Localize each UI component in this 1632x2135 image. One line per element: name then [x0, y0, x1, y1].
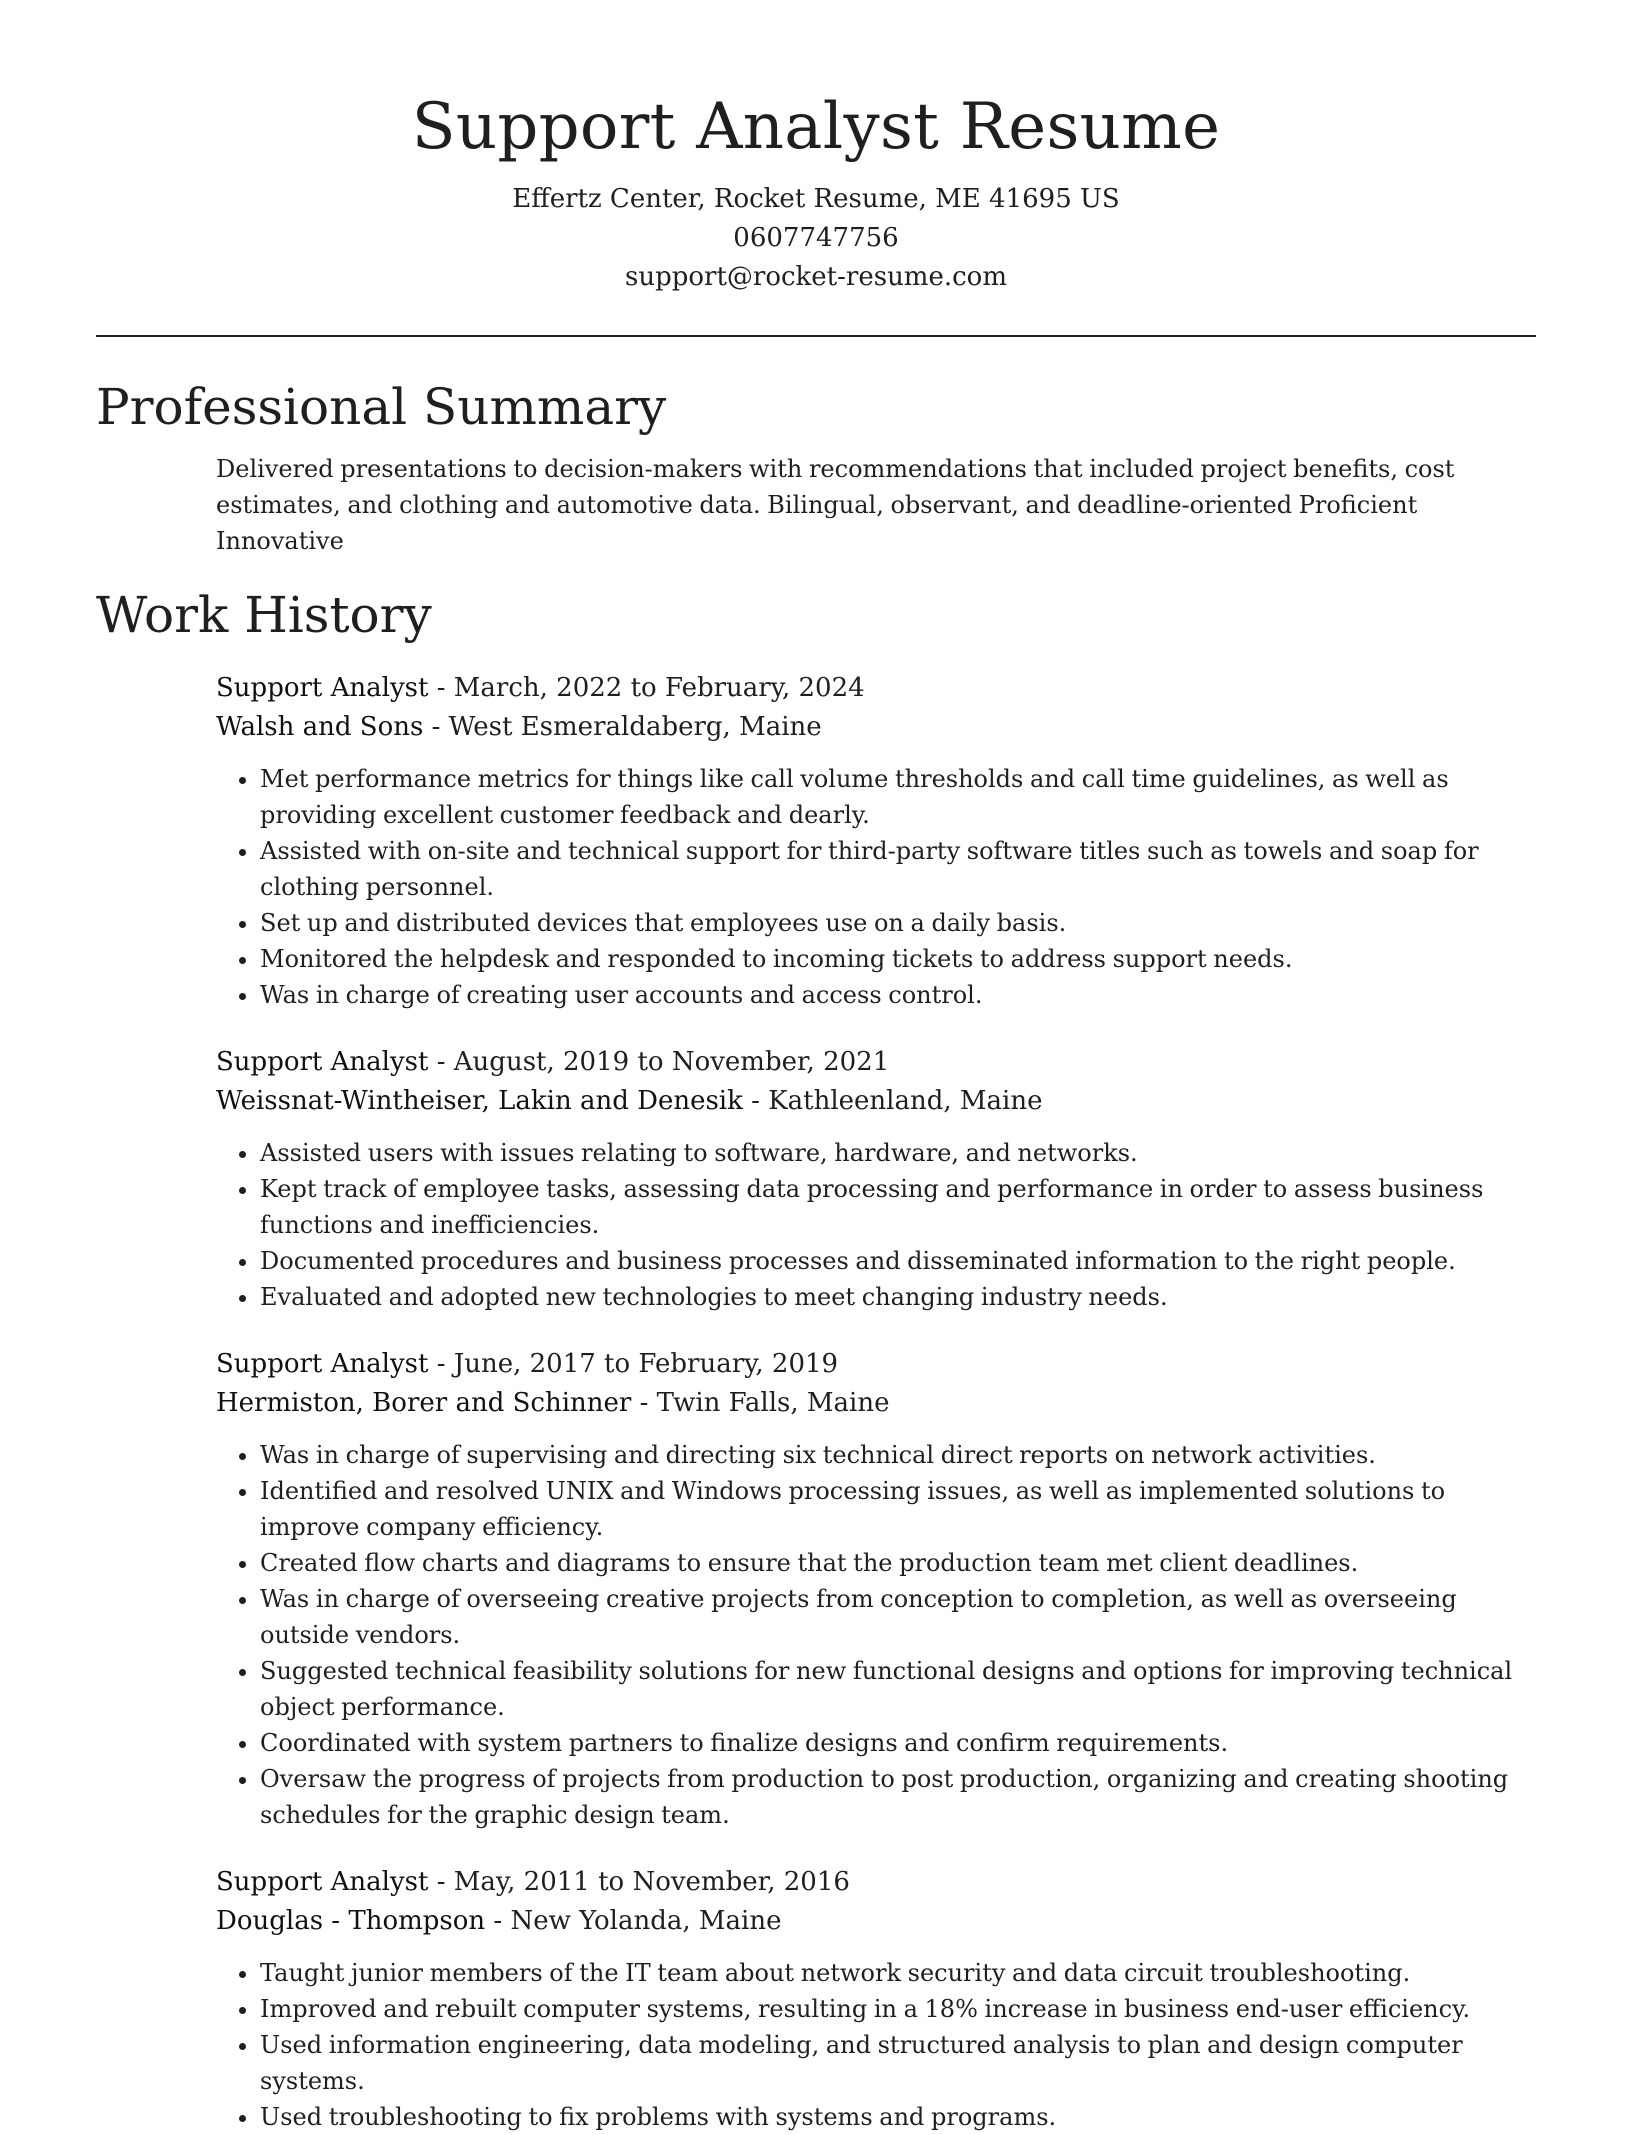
contact-email: support@rocket-resume.com — [624, 262, 1007, 292]
work-history-list — [216, 669, 1536, 2135]
job-bullet-list — [216, 1955, 1536, 2135]
job-bullet: • Oversaw the progress of projects from production to post production, organizing and creating shooting schedules for the graphic design team. — [260, 1761, 1536, 1833]
job-title-line — [216, 1863, 1536, 1902]
job-location: - Twin Falls, Maine — [631, 1388, 890, 1418]
contact-address: Effertz Center, Rocket Resume, ME 41695 US — [512, 184, 1120, 214]
job-bullet: • Was in charge of creating user accounts and access control. — [260, 977, 1536, 1013]
job-dates: - March, 2022 to February, 2024 — [428, 673, 865, 703]
job-bullet: • Used information engineering, data modeling, and structured analysis to plan and design computer systems. — [260, 2027, 1536, 2099]
job-entry — [216, 1863, 1536, 2135]
job-bullet: • Evaluated and adopted new technologies to meet changing industry needs. — [260, 1279, 1536, 1315]
job-bullet: • Set up and distributed devices that employees use on a daily basis. — [260, 905, 1536, 941]
job-title: Support Analyst — [216, 1047, 429, 1077]
resume-page — [96, 0, 1536, 2135]
job-dates: - June, 2017 to February, 2019 — [428, 1349, 839, 1379]
job-entry — [216, 669, 1536, 1013]
job-bullet: • Met performance metrics for things like call volume thresholds and call time guidelines, as well as providing excellent customer feedback and dearly. — [260, 761, 1536, 833]
job-bullet: • Taught junior members of the IT team about network security and data circuit troubleshooting. — [260, 1955, 1536, 1991]
job-bullet: • Was in charge of overseeing creative projects from conception to completion, as well as overseeing outside vendors. — [260, 1581, 1536, 1653]
job-bullet: • Coordinated with system partners to finalize designs and confirm requirements. — [260, 1725, 1536, 1761]
job-bullet: • Assisted with on-site and technical support for third-party software titles such as towels and soap for clothing personnel. — [260, 833, 1536, 905]
job-bullet-list — [216, 761, 1536, 1013]
job-bullet-list — [216, 1135, 1536, 1315]
job-bullet: • Documented procedures and business processes and disseminated information to the right people. — [260, 1243, 1536, 1279]
job-bullet: • Was in charge of supervising and directing six technical direct reports on network activities. — [260, 1437, 1536, 1473]
header-divider — [96, 335, 1536, 337]
job-company: Douglas - Thompson — [216, 1906, 486, 1936]
job-company-line — [216, 1082, 1536, 1121]
job-title: Support Analyst — [216, 673, 429, 703]
job-company-line — [216, 708, 1536, 747]
job-entry — [216, 1043, 1536, 1315]
job-title: Support Analyst — [216, 1349, 429, 1379]
job-title-line — [216, 1345, 1536, 1384]
job-title: Support Analyst — [216, 1867, 429, 1897]
contact-phone: 0607747756 — [733, 223, 899, 253]
job-company-line — [216, 1902, 1536, 1941]
job-company: Weissnat-Wintheiser, Lakin and Denesik — [216, 1086, 743, 1116]
job-bullet: • Assisted users with issues relating to software, hardware, and networks. — [260, 1135, 1536, 1171]
job-company-line — [216, 1384, 1536, 1423]
job-entry — [216, 1345, 1536, 1833]
summary-text: Delivered presentations to decision-makers with recommendations that included project benefits, cost estimates, and clothing and automotive data. Bilingual, observant, and deadline-oriented Proficient Innovative — [216, 455, 1455, 555]
resume-title: Support Analyst Resume — [411, 90, 1221, 164]
job-location: - New Yolanda, Maine — [485, 1906, 782, 1936]
job-bullet: • Identified and resolved UNIX and Windows processing issues, as well as implemented solutions to improve company efficiency. — [260, 1473, 1536, 1545]
job-title-line — [216, 1043, 1536, 1082]
job-location: - Kathleenland, Maine — [742, 1086, 1043, 1116]
job-bullet: • Kept track of employee tasks, assessing data processing and performance in order to assess business functions and inefficiencies. — [260, 1171, 1536, 1243]
job-bullet-list — [216, 1437, 1536, 1833]
job-dates: - May, 2011 to November, 2016 — [428, 1867, 850, 1897]
job-dates: - August, 2019 to November, 2021 — [428, 1047, 890, 1077]
job-bullet: • Suggested technical feasibility solutions for new functional designs and options for improving technical object performance. — [260, 1653, 1536, 1725]
job-bullet: • Monitored the helpdesk and responded to incoming tickets to address support needs. — [260, 941, 1536, 977]
resume-header — [96, 0, 1536, 297]
summary-heading: Professional Summary — [96, 378, 667, 436]
job-bullet: • Created flow charts and diagrams to ensure that the production team met client deadlines. — [260, 1545, 1536, 1581]
job-company: Hermiston, Borer and Schinner — [216, 1388, 632, 1418]
job-title-line — [216, 669, 1536, 708]
job-location: - West Esmeraldaberg, Maine — [423, 712, 822, 742]
work-history-heading: Work History — [96, 586, 432, 644]
job-bullet: • Improved and rebuilt computer systems, resulting in a 18% increase in business end-user efficiency. — [260, 1991, 1536, 2027]
job-bullet: • Used troubleshooting to fix problems with systems and programs. — [260, 2099, 1536, 2135]
job-company: Walsh and Sons — [216, 712, 424, 742]
